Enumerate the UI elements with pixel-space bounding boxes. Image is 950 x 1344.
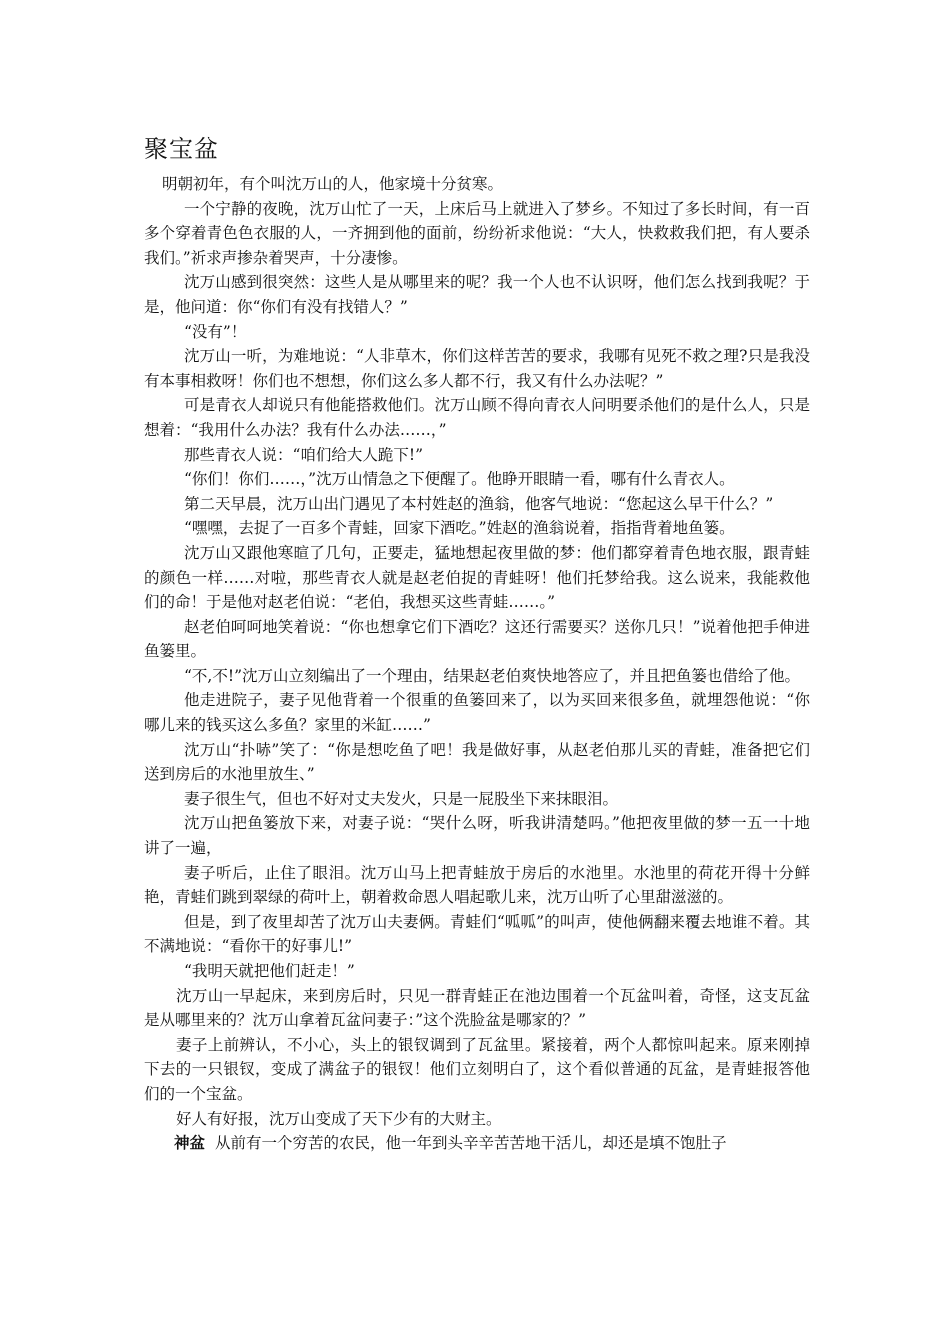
paragraph: 一个宁静的夜晚，沈万山忙了一天，上床后马上就进入了梦乡。不知过了多长时间，有一百多个穿着青色色衣服的人，一齐拥到他的面前，纷纷祈求他说：“大人，快救救我们把，有人要杀我们。”祈求声掺杂着哭声，十分凄惨。 <box>144 199 810 267</box>
paragraph: “你们！你们……，”沈万山情急之下便醒了。他睁开眼睛一看，哪有什么青衣人。 <box>184 470 735 489</box>
paragraph: 好人有好报，沈万山变成了天下少有的大财主。 <box>176 1109 502 1128</box>
next-story-text: 从前有一个穷苦的农民，他一年到头辛辛苦苦地干活儿，却还是填不饱肚子 <box>215 1134 727 1153</box>
next-story-heading: 神盆 <box>174 1134 206 1153</box>
paragraph: 妻子很生气，但也不好对丈夫发火，只是一屁股坐下来抹眼泪。 <box>184 789 619 808</box>
paragraph: “不,不!”沈万山立刻编出了一个理由，结果赵老伯爽快地答应了，并且把鱼篓也借给了他。 <box>184 666 801 685</box>
paragraph: “我明天就把他们赶走！” <box>184 962 355 980</box>
paragraph: 明朝初年，有个叫沈万山的人，他家境十分贫寒。 <box>162 175 504 193</box>
paragraph: “嘿嘿，去捉了一百多个青蛙，回家下酒吃。”姓赵的渔翁说着，指指背着地鱼篓。 <box>184 519 735 538</box>
paragraph: 沈万山又跟他寒暄了几句，正要走，猛地想起夜里做的梦：他们都穿着青色地衣服，跟青蛙的颜色一样……对啦，那些青衣人就是赵老伯捉的青蛙呀！他们托梦给我。这么说来，我能救他们的命！于是他对赵老伯说：“老伯，我想买这些青蛙……。” <box>144 543 810 612</box>
paragraph: 沈万山把鱼篓放下来，对妻子说：“哭什么呀，听我讲清楚吗。”他把夜里做的梦一五一十地讲了一遍， <box>144 814 810 858</box>
paragraph: 妻子听后，止住了眼泪。沈万山马上把青蛙放于房后的水池里。水池里的荷花开得十分鲜艳，青蛙们跳到翠绿的荷叶上，朝着救命恩人唱起歌儿来，沈万山听了心里甜滋滋的。 <box>144 863 810 907</box>
paragraph: 可是青衣人却说只有他能搭救他们。沈万山顾不得向青衣人问明要杀他们的是什么人，只是想着：“我用什么办法？我有什么办法……，” <box>144 396 810 439</box>
paragraph: 妻子上前辨认，不小心，头上的银钗调到了瓦盆里。紧接着，两个人都惊叫起来。原来刚掉下去的一只银钗，变成了满盆子的银钗！他们立刻明白了，这个看似普通的瓦盆，是青蛙报答他们的一个宝盆。 <box>144 1035 810 1103</box>
paragraph: 他走进院子，妻子见他背着一个很重的鱼篓回来了，以为买回来很多鱼，就埋怨他说：“你哪儿来的钱买这么多鱼？家里的米缸……” <box>144 691 810 735</box>
paragraph: 沈万山感到很突然：这些人是从哪里来的呢？我一个人也不认识呀，他们怎么找到我呢？于是，他问道：你“你们有没有找错人？” <box>144 273 810 316</box>
paragraph: 赵老伯呵呵地笑着说：“你也想拿它们下酒吃？这还行需要买？送你几只！”说着他把手伸进鱼篓里。 <box>144 617 810 661</box>
paragraph: 那些青衣人说：“咱们给大人跪下!” <box>184 445 424 464</box>
document-page <box>144 132 810 1156</box>
next-story-intro <box>144 1131 810 1156</box>
paragraph: 沈万山一听，为难地说：“人非草木，你们这样苦苦的要求，我哪有见死不救之理?只是我没有本事相救呀！你们也不想想，你们这么多人都不行，我又有什么办法呢？” <box>144 347 810 390</box>
paragraph: 沈万山“扑哧”笑了：“你是想吃鱼了吧！我是做好事，从赵老伯那儿买的青蛙，准备把它们送到房后的水池里放生、” <box>144 740 810 784</box>
paragraph: 第二天早晨，沈万山出门遇见了本村姓赵的渔翁，他客气地说：“您起这么早干什么？” <box>184 494 774 513</box>
paragraph: 沈万山一早起床，来到房后时，只见一群青蛙正在池边围着一个瓦盆叫着，奇怪，这支瓦盆是从哪里来的？沈万山拿着瓦盆问妻子：”这个洗脸盆是哪家的？” <box>144 986 810 1030</box>
story-title: 聚宝盆 <box>144 135 219 163</box>
paragraph: “没有”！ <box>184 322 247 341</box>
paragraph: 但是，到了夜里却苦了沈万山夫妻俩。青蛙们“呱呱”的叫声，使他俩翻来覆去地谁不着。其不满地说：“看你干的好事儿!” <box>144 912 810 956</box>
